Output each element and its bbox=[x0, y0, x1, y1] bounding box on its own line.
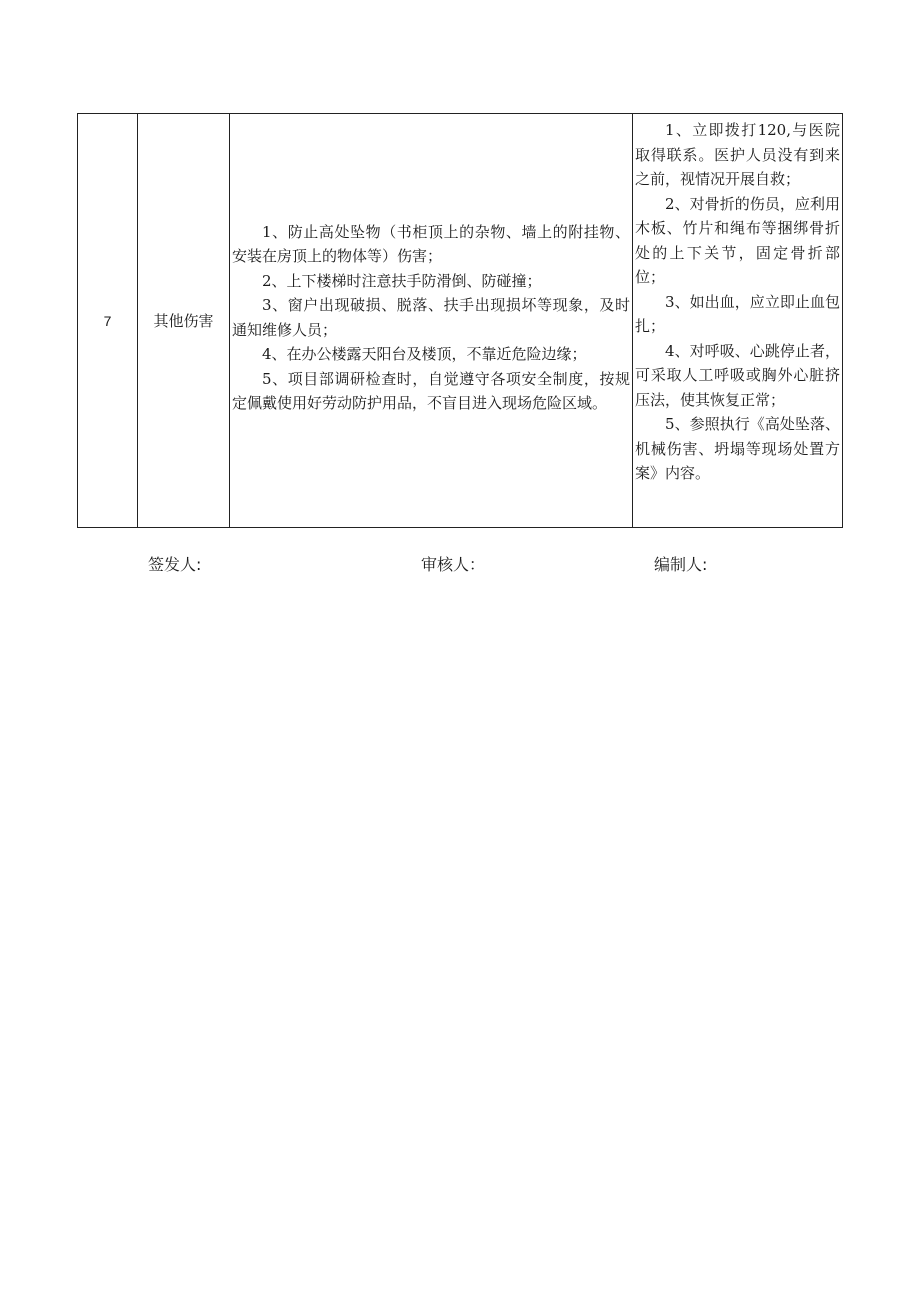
preventive-measures-list bbox=[232, 220, 630, 416]
preventive-measures-cell bbox=[230, 114, 633, 527]
measure-item: 5、项目部调研检查时，自觉遵守各项安全制度，按规定佩戴使用好劳动防护用品，不盲目进入现场危险区域。 bbox=[232, 369, 630, 412]
compiler-signature-label: 编制人: bbox=[654, 555, 708, 574]
treatment-item: 1、立即拨打120,与医院取得联系。医护人员没有到来之前，视情况开展自救； bbox=[635, 121, 840, 188]
measure-item: 4、在办公楼露天阳台及楼顶，不靠近危险边缘； bbox=[262, 345, 587, 363]
hazard-type-cell bbox=[138, 114, 230, 527]
reviewer-signature-label: 审核人： bbox=[421, 555, 486, 574]
emergency-treatment-list bbox=[635, 118, 840, 486]
treatment-item: 4、对呼吸、心跳停止者，可采取人工呼吸或胸外心脏挤压法，使其恢复正常； bbox=[635, 341, 840, 409]
row-number: 7 bbox=[103, 312, 112, 329]
measure-item: 3、窗户出现破损、脱落、扶手出现损坏等现象，及时通知维修人员； bbox=[232, 296, 630, 339]
hazard-table bbox=[77, 113, 843, 528]
hazard-type: 其他伤害 bbox=[153, 312, 214, 330]
treatment-item: 2、对骨折的伤员，应利用木板、竹片和绳布等捆绑骨折处的上下关节，固定骨折部位； bbox=[635, 194, 840, 286]
issuer-signature-label: 签发人: bbox=[148, 555, 202, 574]
emergency-treatment-cell bbox=[633, 114, 842, 527]
measure-item: 2、上下楼梯时注意扶手防滑倒、防碰撞； bbox=[262, 271, 542, 290]
treatment-item: 3、如出血，应立即止血包扎； bbox=[635, 292, 840, 335]
treatment-item: 5、参照执行《高处坠落、机械伤害、坍塌等现场处置方案》内容。 bbox=[635, 415, 840, 482]
row-number-cell bbox=[78, 114, 138, 527]
measure-item: 1、防止高处坠物（书柜顶上的杂物、墙上的附挂物、安装在房顶上的物体等）伤害； bbox=[232, 222, 630, 265]
